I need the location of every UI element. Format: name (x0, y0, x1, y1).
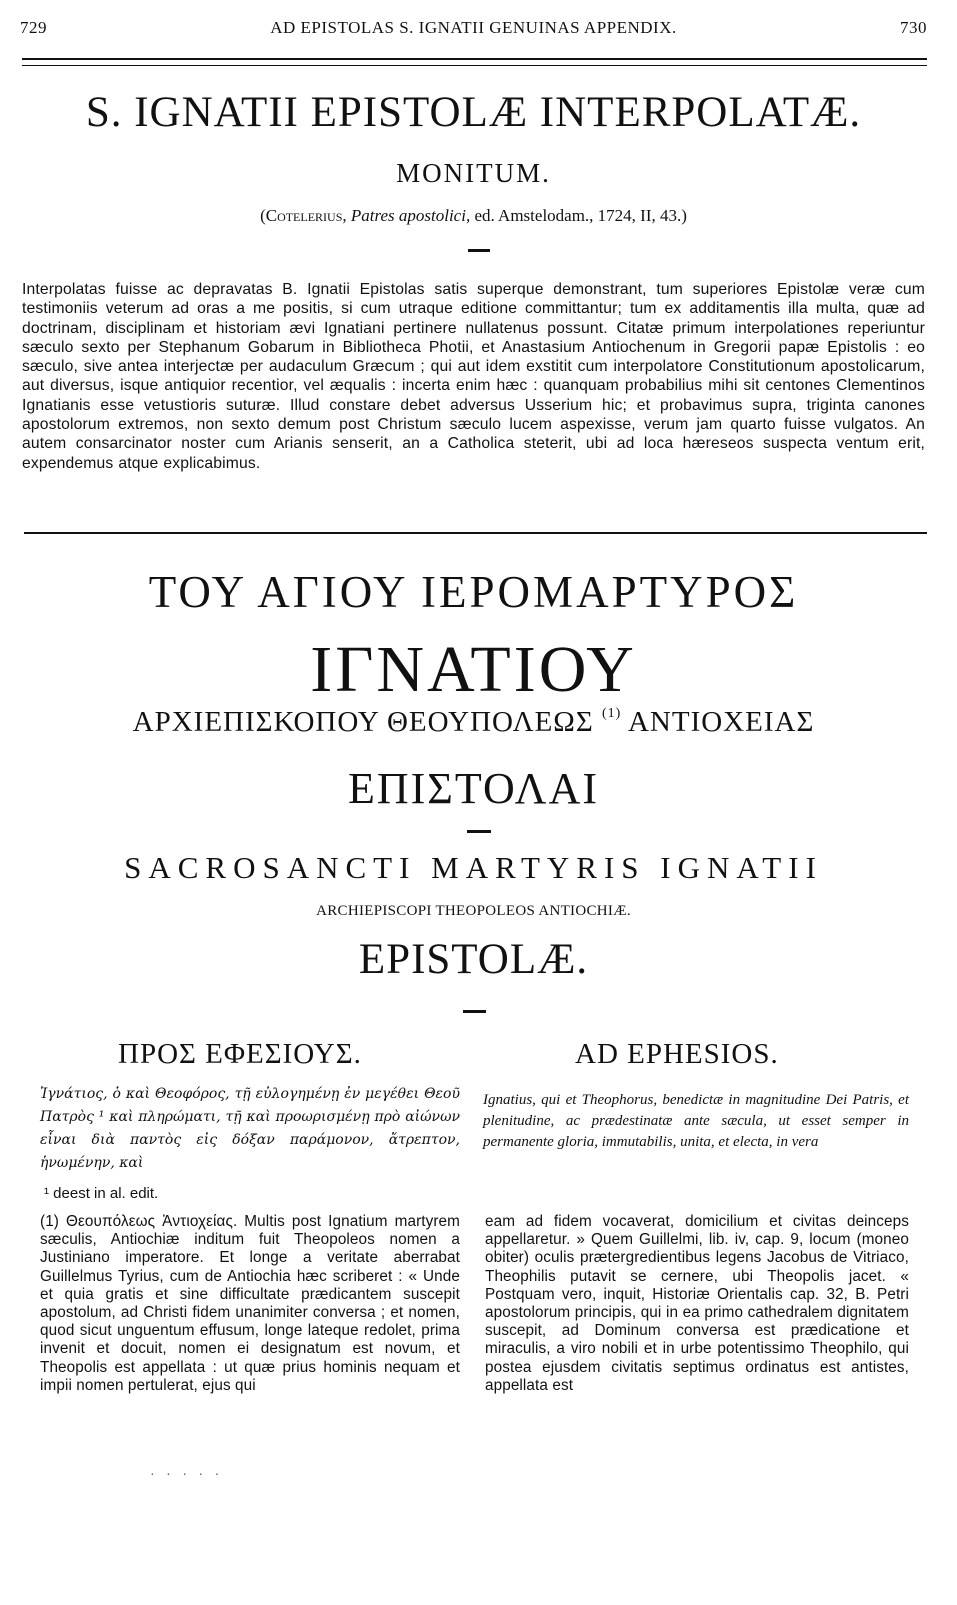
greek-title-line-1: ΤΟΥ ΑΓΙΟΥ ΙΕΡΟΜΑΡΤΥΡΟΣ (148, 567, 799, 617)
running-title: AD EPISTOLAS S. IGNATII GENUINAS APPENDIX. (270, 18, 677, 37)
footnote: ¹ deest in al. edit. (44, 1185, 159, 1202)
citation (20, 206, 927, 226)
note-column-right: eam ad fidem vocaverat, domicilium et civitas deinceps appellaretur. » Quem Guillelmi, lib. iv, cap. 9, locum (moneo obiter) oculis prætergredientibus legens Jacobus de Vitriaco, Theophilis putavit se cernere, ubi Theopolis jacet. « Postquam vero, inquit, Historiæ Orientalis cap. 32, B. Petri apostolorum principis, qui in ea primo cathedralem dignitatem suscepit, ad Dominum conversa est prædicatione et miraculis, a viro nobili et in urbe potentissimo Theophilo, qui postea ejusdem civitatis septimus ordinatus est antistes, appellata est (485, 1213, 909, 1394)
latin-title-line-3: EPISTOLÆ. (358, 936, 589, 983)
separator-dash (468, 249, 490, 252)
greek-title-archbishop: ΑΡΧΙΕΠΙΣΚΟΠΟΥ ΘΕΟΥΠΟΛΕΩΣ (132, 706, 594, 738)
latin-letter-text: Ignatius, qui et Theophorus, benedictæ in magnitudine Dei Patris, et plenitudine, ac prædestinatæ ante sæcula, ut esset semper in permanente gloria, immutabilis, unita, et electa, in vera (483, 1092, 909, 1150)
monitum-paragraph: Interpolatas fuisse ac depravatas B. Ignatii Epistolas satis superque demonstrant, tum superiores Epistolæ veræ cum testimoniis veterum ad oras a me positis, si cum utraque editione committantur; tum ex additamentis illa multa, quæ ad doctrinam, disciplinam et historiam ævi Ignatiani pertinere nullatenus possunt. Citatæ primum interpolationes reperiuntur sæculo sexto per Stephanum Gobarum in Bibliotheca Photii, et Anastasium Antiochenum in Gregorii papæ Epistolis : eo sæculo, sive antea interjectæ per audaculum Græcum ; qui aut idem exstitit cum interpolatore Constitutionum apostolicarum, aut diversus, isque antiquior recentior, vel æqualis : incerta enim hæc : quanquam probabilius mihi sit centones Clementinos Ignatianis esse vetustioris suturæ. Illud constare debet adversus Usserium hic; et probavimus supra, triginta canones apostolorum extremos, non sexto demum post Christum sæculo lucem aspexisse, verum jam quarto fuisse vulgatos. An autem consarcinator noster cum Arianis senserit, an a Catholica steterit, ubi ad loca hæreseos suspecta ventum erit, expendemus atque explicabimus. (22, 281, 925, 472)
separator-dash (467, 830, 491, 833)
greek-title-line-3 (20, 706, 927, 739)
section-rule (24, 532, 927, 534)
print-speckle: · · · · · (150, 1468, 224, 1483)
greek-letter-text: Ἰγνάτιος, ὁ καὶ Θεοφόρος, τῇ εὐλογημένῃ ἐν μεγέθει Θεοῦ Πατρὸς ¹ καὶ πληρώματι, τῇ καὶ προωρισμένῃ πρὸ αἰώνων εἶναι διὰ παντὸς εἰς δόξαν παράμονον, ἄτρεπτον, ἡνωμένην, καὶ (40, 1086, 460, 1171)
footnote-marker: (1) (602, 706, 622, 721)
greek-title-antioch: ΑΝΤΙΟΧΕΙΑΣ (627, 706, 815, 738)
latin-title-line-2: ARCHIEPISCOPI THEOPOLEOS ANTIOCHIÆ. (316, 903, 631, 919)
monitum-heading: MONITUM. (396, 158, 551, 188)
greek-title-line-4: ΕΠΙΣΤΟΛΑΙ (348, 764, 599, 813)
note-column-left: (1) Θεουπόλεως Ἀντιοχείας. Multis post Ignatium martyrem sæculis, Antiochiæ inditum fuit Theopoleos nomen a Justiniano imperatore. Et longe a veritate aberrabat Guillelmus Tyrius, cum de Antiochia hæc scriberet : « Unde et quia gratis et sine difficultate prædicantem suscepit apostolum, ad Christi fidem unanimiter conversa ; et nomen, quod sicut unguentum effusum, longe lateque redolet, prima invenit et docuit, nomen ei designatum est novum, et Theopolis est appellata : ut quæ prius hominis nequam et impii nomen pertulerat, ejus qui (40, 1213, 460, 1394)
running-header (20, 18, 927, 42)
latin-title-line-1: SACROSANCTI MARTYRIS IGNATII (124, 850, 823, 885)
section-title: S. IGNATII EPISTOLÆ INTERPOLATÆ. (85, 89, 862, 136)
header-rule (22, 58, 927, 66)
greek-title-line-2: ΙΓΝΑΤΙΟΥ (310, 633, 637, 706)
citation-rest: ed. Amstelodam., 1724, II, 43.) (474, 206, 687, 225)
greek-letter-heading: ΠΡΟΣ ΕΦΕΣΙΟΥΣ. (118, 1038, 362, 1070)
latin-letter-heading: AD EPHESIOS. (575, 1038, 779, 1070)
citation-work: Patres apostolici, (350, 206, 471, 225)
separator-dash (463, 1010, 486, 1013)
page-number-left: 729 (20, 18, 47, 37)
page-number-right: 730 (900, 18, 927, 37)
citation-author: (Cotelerius, (260, 206, 347, 225)
